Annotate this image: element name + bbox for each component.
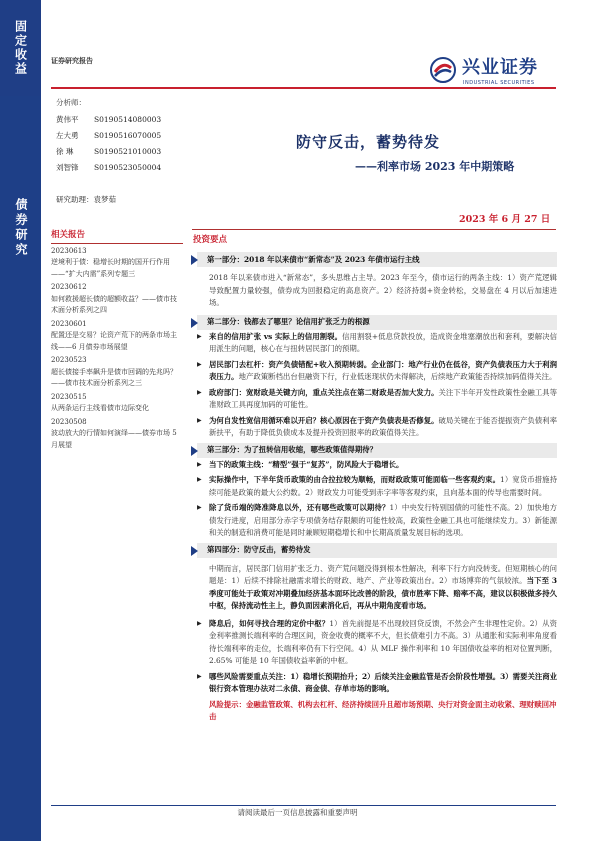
bullet-bold: 为何自发性宽信用循环难以开启？核心原因在于资产负债表是否修复。 <box>209 415 439 425</box>
bullet-bold: 降息后，如何寻找合理的定价中枢？ <box>209 618 330 628</box>
highlights-heading: 投资要点 <box>193 235 228 245</box>
related-report-title: 如何救援超长债的超额收益？——债市技术面分析系列之四 <box>51 294 177 315</box>
bullet-bold: 哪些风险需要重点关注：1）稳增长预期抬升；2）后续关注金融监管是否会阶段性增强。3）需要关注商业银行资本管理办法对二永债、商金债、存单市场的影响。 <box>209 671 558 693</box>
sidebar-section-label: 债券研究 <box>14 198 28 258</box>
left-sidebar <box>0 0 41 841</box>
report-subtitle: ——利率市场 2023 年中期策略 <box>355 160 515 173</box>
part-header <box>197 543 557 558</box>
related-report-date: 20230508 <box>51 417 87 426</box>
date-divider <box>192 229 556 230</box>
analyst-name: 徐 琳 <box>56 146 74 156</box>
analyst-id: S0190521010003 <box>94 146 162 156</box>
related-report-item[interactable] <box>51 319 183 354</box>
paragraph <box>197 563 557 613</box>
related-report-date: 20230613 <box>51 246 87 255</box>
sidebar-category-block <box>0 0 41 96</box>
related-report-item[interactable] <box>51 417 183 452</box>
part-title: 第二部分：钱都去了哪里？论信用扩张乏力的根源 <box>207 317 370 327</box>
bullet-bold: 除了货币端的降准降息以外，还有哪些政策可以期待？ <box>209 503 390 512</box>
highlights-content <box>197 252 557 724</box>
part-title: 第四部分：防守反击，蓄势待发 <box>207 545 311 555</box>
analyst-row <box>56 127 186 143</box>
related-heading: 相关报告 <box>51 230 183 244</box>
arrow-icon <box>191 446 198 456</box>
analyst-id: S0190516070005 <box>94 130 162 140</box>
bullet-item <box>197 415 557 440</box>
sidebar-body-block <box>0 96 41 841</box>
bullet-text: 1）首先前提是不出现较回贷反馈，不然会产生非理性定价。2）从资金利率推测长端利率的合理区间，资金收费的概率不大，但长债难引力不高。3）从通胀和实际利率角度看待长端利率的走位，长端利率仍有下行空间。4）从 MLF 操作利率和 10 年国债收益率的相对位置判断，2.65% 可能是 10 年国债收益率新的中枢。 <box>209 618 557 665</box>
related-report-item[interactable] <box>51 246 183 281</box>
part-title: 第一部分：2018 年以来债市“新常态”及 2023 年债市运行主线 <box>207 254 420 264</box>
bullet-item <box>197 331 557 356</box>
logo-subtitle: INDUSTRIAL SECURITIES <box>463 80 535 86</box>
related-report-date: 20230523 <box>51 356 87 365</box>
related-report-title: 逆境利于债：稳增长时期的国开行作用——“扩大内需”系列专题三 <box>51 258 170 278</box>
bullet-item <box>197 387 557 412</box>
related-report-date: 20230515 <box>51 392 87 401</box>
analyst-label: 分析师： <box>56 98 86 107</box>
bullet-text: 关注下半年开发性政策性金融工具等准财政工具再度加码的可能性。 <box>209 387 557 409</box>
bullet-bold: 实际操作中，下半年货币政策的由合拉拉较为顺畅，而财政政策可能面临一些客观约束。 <box>209 475 501 484</box>
report-date: 2023 年 6 月 27 日 <box>459 214 551 225</box>
analyst-name: 左大勇 <box>56 130 79 140</box>
part-header <box>197 443 557 458</box>
part-header <box>197 252 557 267</box>
bullet-item <box>197 618 557 668</box>
related-report-title: 超长债接手率飙升是债市回调的先兆吗？——债市技术面分析系列之三 <box>51 367 177 388</box>
analyst-id: S0190514080003 <box>94 114 162 124</box>
related-report-item[interactable] <box>51 282 183 317</box>
related-report-date: 20230601 <box>51 319 87 328</box>
analyst-name: 黄伟平 <box>56 114 79 124</box>
company-logo <box>430 57 560 89</box>
report-title: 防守反击，蓄势待发 <box>296 133 441 151</box>
related-report-title: 配置还是交易？论资产荒下的两条市场主线——6 月债券市场展望 <box>51 331 177 351</box>
related-report-item[interactable] <box>51 355 183 390</box>
logo-mark-icon <box>430 57 456 83</box>
paragraph-text: 中期而言，居民部门信用扩张乏力、资产荒问题没得到根本性解决，利率下行方向没转变。但短期核心的问题是：1）后续不排除社融需求增长的财政、地产、产业等政策出台。2）市场博弈的气氛较浓。 <box>209 563 557 585</box>
analyst-row <box>56 111 186 127</box>
paragraph-bold: 当下至 3 季度可能处于政策对冲期叠加经济基本面环比改善的阶段，债市胜率下降、赔率不高，建议以积极做多持久中枢，保持流动性主上，静负面因素消化后，再从中期角度看市场。 <box>209 576 557 610</box>
bullet-text: 地产政策断档出台但融资下行，行业低迷现状仍未得解决，后续地产政策能否持续加码值得关注。 <box>238 372 557 381</box>
bullet-text: 1）宽货币措施持续可能是政策的最大公约数。2）财政发力可能受到赤字率等客观约束，且向基本面的传导也需要时间。 <box>209 475 557 497</box>
bullet-item <box>197 671 557 696</box>
bullet-item <box>197 459 557 472</box>
arrow-icon <box>191 318 198 328</box>
bullet-bold: 来自的信用扩张 vs 实际上的信用割裂。 <box>209 331 343 341</box>
arrow-icon <box>191 546 198 556</box>
related-report-title: 从两条运行主线看债市边际变化 <box>51 404 149 413</box>
analyst-name: 刘智锋 <box>56 162 79 172</box>
logo-name: 兴业证券 <box>462 57 538 78</box>
bullet-bold: 当下的政策主线：“精型”强于“复苏”，防风险大于稳增长。 <box>209 459 404 469</box>
bullet-bold: 居民部门去杠杆：资产负债错配+收入预期转弱。企业部门：地产行业仍在低谷，资产负债表压力大于利润表压力。 <box>209 359 557 381</box>
report-type-label: 证券研究报告 <box>51 56 93 65</box>
analyst-row <box>56 159 186 175</box>
analyst-list <box>56 98 186 175</box>
bullet-text: 1）中央发行特别国债的可能性不高。2）加快地方债发行进度，启用部分赤字专项债务结存限额的可能性较高，政策性金融工具也可能继续发力。3）新能源和关的制造和消费可能是同时兼顾短期稳增长和中长期高质量发展目标的选项。 <box>209 503 557 537</box>
related-reports <box>51 230 183 451</box>
paragraph: 2018 年以来债市进入“新常态”，多头思维占主导。2023 年至今，债市运行的两条主线：1）资产荒逻辑导致配置力量较强，债券成为回报稳定的高息资产。2）经济持弱+资金转松，交易盘在 4 月以后加速进场。 <box>209 273 557 307</box>
sidebar-category-label: 固定收益 <box>13 20 28 76</box>
bullet-item <box>197 474 557 499</box>
risk-warning: 风险提示：金融监管政策、机构去杠杆、经济持续回升且超市场预期、央行对资金面主动收紧、理财赎回冲击 <box>209 699 557 721</box>
bullet-text: 破局关键在于能否提振资产负债利率新扶平，有助于降低负债成本及提升投资回报率的政策值得关注。 <box>209 415 557 437</box>
part-title: 第三部分：为了扭转信用收缩，哪些政策值得期待？ <box>207 445 377 455</box>
related-report-title: 波动放大的行情如何演绎——债券市场 5 月展望 <box>51 429 177 449</box>
bullet-bold: 政府部门：宽财政是关键方向，重点关注点在第二财政是否加大发力。 <box>209 387 439 397</box>
related-report-date: 20230612 <box>51 283 87 292</box>
analyst-id: S0190523050004 <box>94 162 162 172</box>
header-divider <box>51 87 556 89</box>
analyst-row <box>56 143 186 159</box>
footer-disclaimer: 请阅读最后一页信息披露和重要声明 <box>237 808 358 817</box>
part-header <box>197 315 557 330</box>
bullet-item <box>197 359 557 384</box>
related-report-item[interactable] <box>51 392 183 415</box>
research-assistant: 研究助理：袁梦茹 <box>56 195 116 204</box>
bullet-text: 信用割裂+低息贷款投放，造成资金堆塞潮放出和套利，要解决信用派生的问题，核心在与扭转居民部门的预期。 <box>209 331 557 353</box>
bullet-item <box>197 502 557 540</box>
footer-divider <box>51 805 556 806</box>
arrow-icon <box>191 255 198 265</box>
